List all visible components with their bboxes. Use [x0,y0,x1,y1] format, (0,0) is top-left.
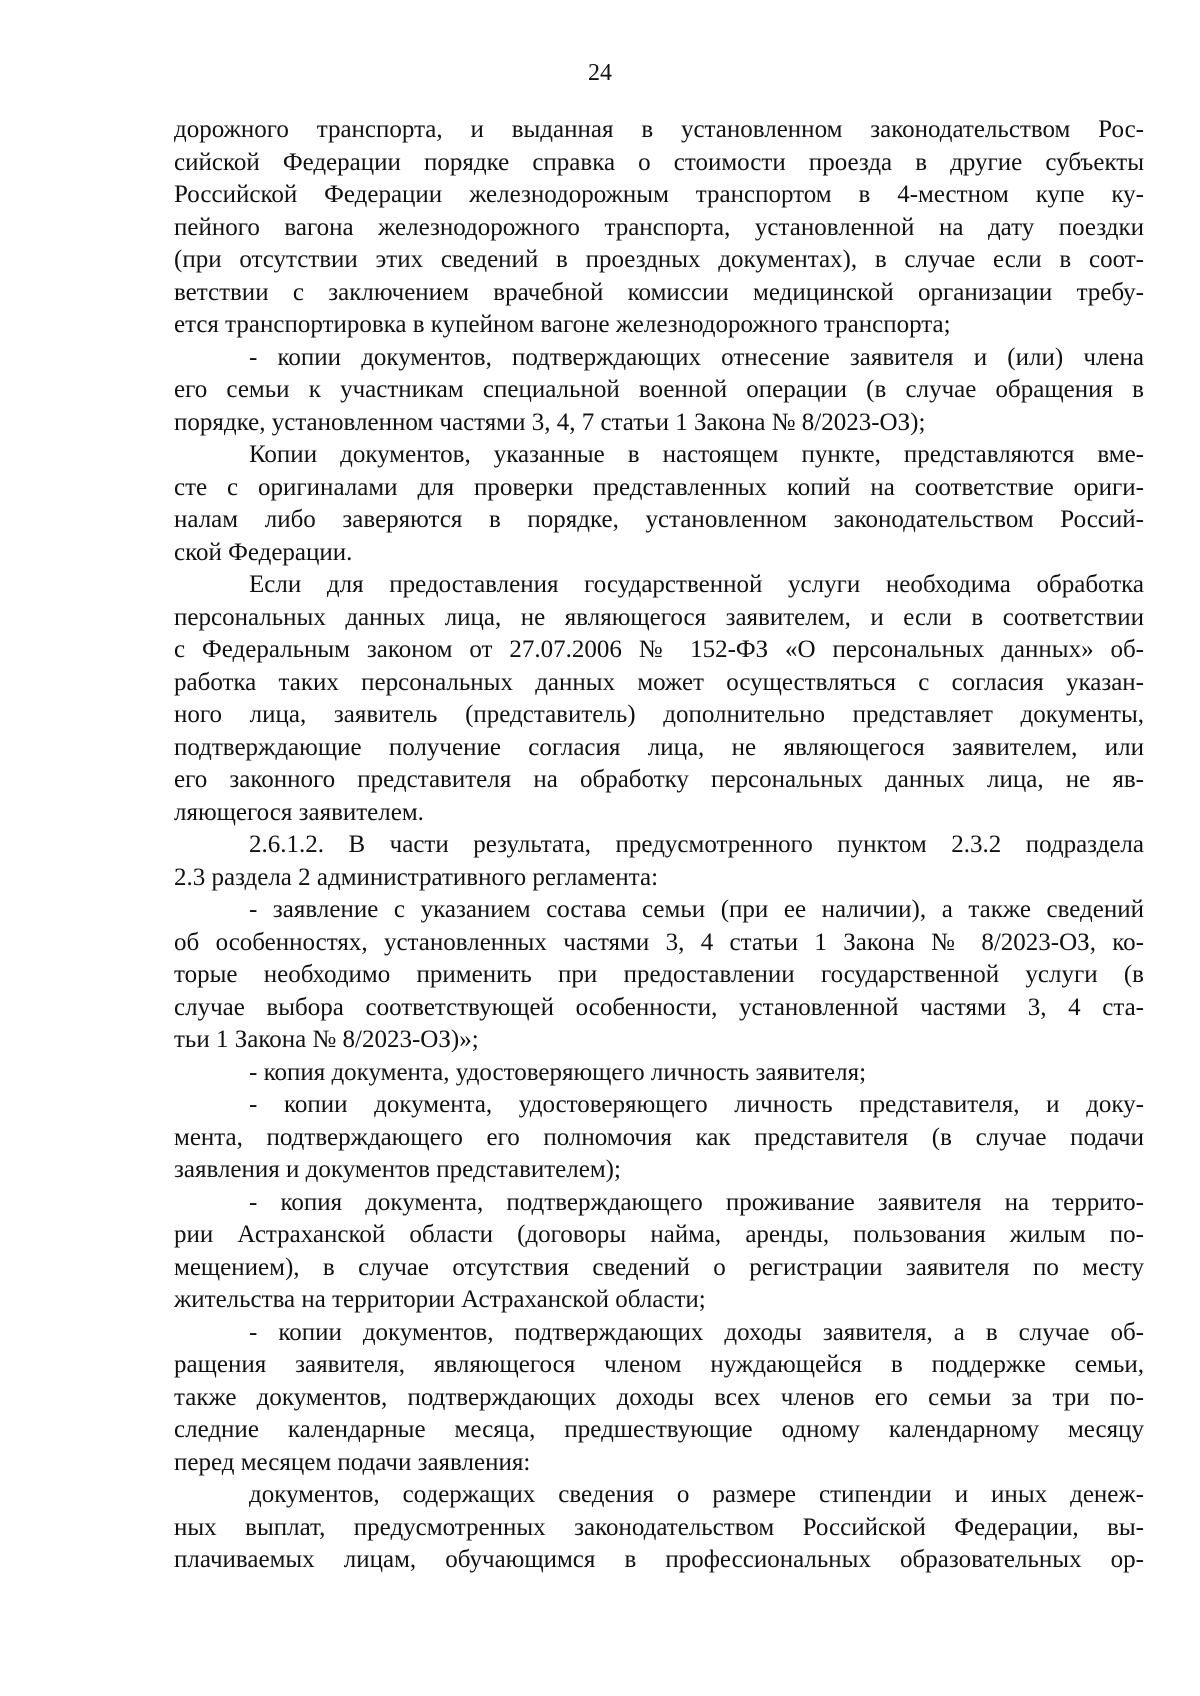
text-line: налам либо заверяются в порядке, установленном законодательством Россий- [174,506,1144,533]
text-line: - копия документа, подтверждающего проживание заявителя на террито- [249,1188,1144,1216]
text-line: плачиваемых лицам, обучающимся в профессиональных образовательных ор- [174,1546,1144,1573]
text-line: мещением), в случае отсутствия сведений о регистрации заявителя по месту [174,1253,1144,1281]
text-line: ляющегося заявителем. [174,798,424,826]
text-line: персональных данных лица, не являющегося заявителем, и если в соответствии [174,603,1144,631]
page-number: 24 [588,60,612,86]
text-line: 2.3 раздела 2 административного регламента: [174,863,659,891]
text-line: случае выбора соответствующей особенности, установленной частями 3, 4 ста- [174,993,1144,1021]
text-line: Если для предоставления государственной услуги необходима обработка [249,571,1144,598]
text-line: - копии документа, удостоверяющего личность представителя, и доку- [249,1091,1144,1118]
text-line: также документов, подтверждающих доходы всех членов его семьи за три по- [174,1383,1144,1411]
text-line: работка таких персональных данных может осуществляться с согласия указан- [174,668,1144,696]
text-line: ных выплат, предусмотренных законодательством Российской Федерации, вы- [174,1513,1144,1541]
text-line: мента, подтверждающего его полномочия как представителя (в случае подачи [174,1123,1144,1151]
text-line: перед месяцем подачи заявления: [174,1448,531,1476]
text-line: подтверждающие получение согласия лица, не являющегося заявителем, или [174,733,1144,761]
text-line: его семьи к участникам специальной военной операции (в случае обращения в [174,376,1144,403]
text-line: его законного представителя на обработку персональных данных лица, не яв- [174,766,1144,793]
text-line: документов, содержащих сведения о размере стипендии и иных денеж- [249,1481,1144,1508]
text-line: Российской Федерации железнодорожным транспортом в 4-местном купе ку- [174,181,1144,208]
document-body [174,114,1144,1577]
text-line: тьи 1 Закона № 8/2023-ОЗ)»; [174,1026,479,1053]
text-line: с Федеральным законом от 27.07.2006 № 152-ФЗ «О персональных данных» об- [174,636,1144,663]
text-line: (при отсутствии этих сведений в проездных документах), в случае если в соот- [174,246,1144,273]
text-line: порядке, установленном частями 3, 4, 7 статьи 1 Закона № 8/2023-ОЗ); [174,408,926,436]
text-line: - копии документов, подтверждающих доходы заявителя, а в случае об- [249,1318,1144,1346]
text-line: ветствии с заключением врачебной комиссии медицинской организации требу- [174,278,1144,306]
text-line: - копии документов, подтверждающих отнесение заявителя и (или) члена [249,343,1144,371]
text-line: следние календарные месяца, предшествующие одному календарному месяцу [174,1416,1144,1443]
text-line: ращения заявителя, являющегося членом нуждающейся в поддержке семьи, [174,1351,1144,1378]
text-line: ской Федерации. [174,538,353,566]
text-line: пейного вагона железнодорожного транспорта, установленной на дату поездки [174,213,1144,241]
text-line: Копии документов, указанные в настоящем пункте, представляются вме- [249,441,1144,468]
text-line: - заявление с указанием состава семьи (при ее наличии), а также сведений [249,896,1144,923]
text-line: сте с оригиналами для проверки представленных копий на соответствие ориги- [174,473,1144,501]
text-line: 2.6.1.2. В части результата, предусмотренного пунктом 2.3.2 подраздела [249,831,1144,858]
text-line: ется транспортировка в купейном вагоне железнодорожного транспорта; [174,311,951,338]
text-line: рии Астраханской области (договоры найма, аренды, пользования жилым по- [174,1221,1144,1248]
text-line: дорожного транспорта, и выданная в установленном законодательством Рос- [174,116,1144,143]
text-line: сийской Федерации порядке справка о стоимости проезда в другие субъекты [174,148,1144,176]
text-line: заявления и документов представителем); [174,1156,621,1183]
text-line: жительства на территории Астраханской области; [174,1286,706,1313]
text-line: об особенностях, установленных частями 3, 4 статьи 1 Закона № 8/2023-ОЗ, ко- [174,928,1144,956]
text-line: торые необходимо применить при предоставлении государственной услуги (в [174,961,1144,988]
text-line: - копия документа, удостоверяющего личность заявителя; [249,1058,867,1086]
text-line: ного лица, заявитель (представитель) дополнительно представляет документы, [174,701,1144,728]
